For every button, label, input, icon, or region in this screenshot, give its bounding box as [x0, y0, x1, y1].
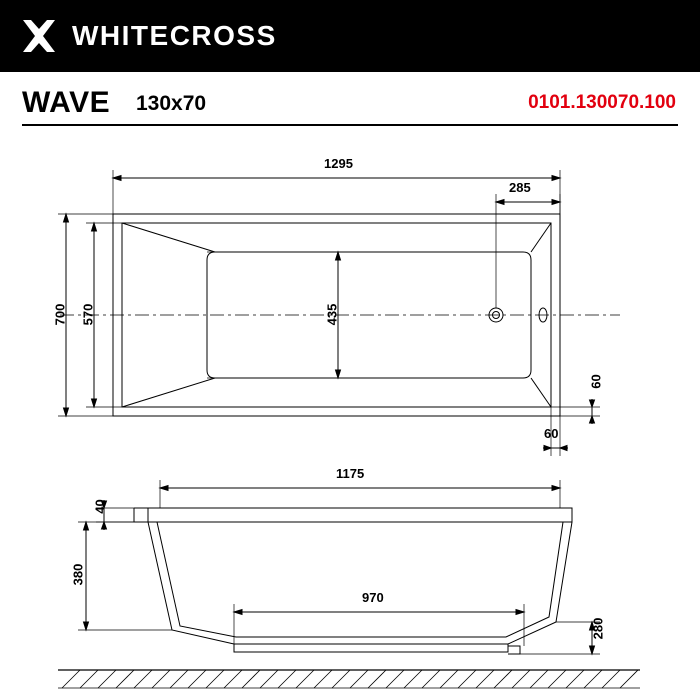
dim-inner-bottom-width: 435: [324, 303, 340, 326]
dim-rim-length: 1175: [336, 466, 365, 481]
article-code: 0101.130070.100: [528, 92, 676, 113]
dim-inner-width: 570: [80, 303, 96, 326]
model-size: 130x70: [136, 92, 207, 115]
dim-inner-depth: 280: [590, 617, 606, 640]
brand-name: WHITECROSS: [72, 20, 277, 51]
x-cross-logo-icon: [20, 17, 58, 55]
dim-drain-offset: 285: [509, 180, 531, 195]
dim-rim-right: 60: [588, 374, 604, 389]
dim-rim-thickness: 40: [92, 499, 108, 514]
model-name: WAVE: [22, 86, 111, 119]
header-bar: [0, 0, 700, 72]
dim-overall-width: 700: [52, 303, 68, 326]
dim-overall-length: 1295: [324, 156, 353, 171]
dim-bottom-length: 970: [362, 590, 384, 605]
technical-drawing: [0, 134, 700, 700]
dim-rim-bottom: 60: [544, 426, 559, 441]
dim-total-height: 380: [70, 563, 86, 586]
title-row: [0, 72, 700, 134]
title-divider: [22, 124, 678, 126]
